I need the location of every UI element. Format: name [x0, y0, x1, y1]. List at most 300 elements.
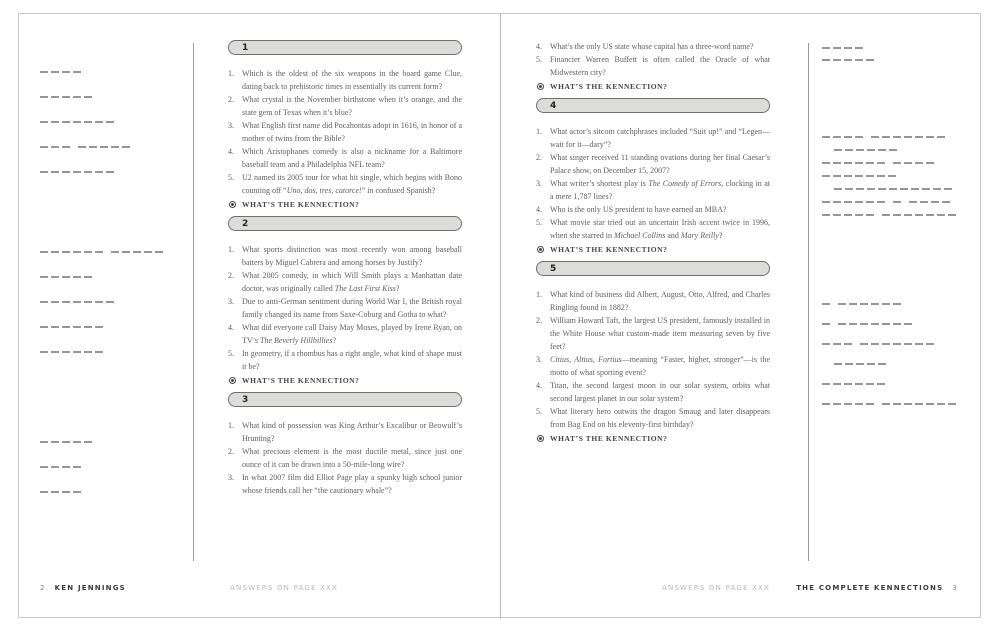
answer-blank-dash: [62, 301, 70, 303]
book-title: THE COMPLETE KENNECTIONS: [796, 584, 944, 592]
answer-blank-row: [822, 47, 874, 49]
answer-blank-dash: [856, 188, 864, 190]
answer-blank-row: [834, 188, 956, 190]
answer-blank-dash: [155, 251, 163, 253]
answer-blank-dash: [822, 162, 830, 164]
question-item: [228, 145, 462, 171]
question-text: What literary hero outwits the dragon Smaug and later disappears from Bag End on his eleventy-first birthday?: [550, 407, 770, 429]
answer-blank-dash: [822, 403, 830, 405]
answer-blank-dash: [904, 343, 912, 345]
answer-blank-dash: [882, 214, 890, 216]
answer-blank-word: [40, 326, 103, 328]
question-number: 4.: [536, 42, 542, 51]
answer-blank-dash: [51, 276, 59, 278]
answer-blank-dash: [871, 323, 879, 325]
answer-blank-dash: [40, 71, 48, 73]
answer-blank-word: [834, 188, 952, 190]
question-item: [228, 243, 462, 269]
answer-blank-word: [838, 303, 901, 305]
answer-blank-dash: [822, 343, 830, 345]
answer-blank-dash: [844, 214, 852, 216]
answer-blank-word: [860, 343, 934, 345]
answer-blank-dash: [73, 441, 81, 443]
question-text: What kind of possession was King Arthur’s Excalibur or Beowulf’s Hrunting?: [242, 421, 462, 443]
answer-blank-dash: [62, 276, 70, 278]
kennection-label: WHAT’S THE KENNECTION?: [242, 376, 360, 385]
answer-blank-dash: [62, 96, 70, 98]
question-number: 2.: [228, 95, 234, 104]
question-item: [228, 419, 462, 445]
answer-blank-word: [40, 301, 114, 303]
answer-blank-row: [40, 171, 130, 173]
question-text: Due to anti-German sentiment during World War I, the British royal family changed its name from Saxe-Coburg and Gotha to what?: [242, 297, 462, 319]
answer-blank-dash: [834, 149, 842, 151]
answer-blank-dash: [833, 383, 841, 385]
question-text: What actor’s sitcom catchphrases included “Suit up!” and “Legen—wait for it—dary”?: [550, 127, 770, 149]
answer-blank-dash: [893, 403, 901, 405]
answer-blank-dash: [62, 251, 70, 253]
question-list: [228, 67, 462, 197]
answer-blank-dash: [893, 303, 901, 305]
answer-blank-dash: [845, 188, 853, 190]
answer-blank-dash: [62, 171, 70, 173]
answer-blank-dash: [926, 136, 934, 138]
answer-blank-dash: [40, 121, 48, 123]
answer-blank-row: [822, 383, 956, 385]
kennection-icon-dot: [231, 203, 234, 206]
answer-blank-dash: [931, 201, 939, 203]
quiz-number: 2: [242, 218, 249, 229]
answer-blank-dash: [866, 383, 874, 385]
answer-blank-dash: [84, 326, 92, 328]
answer-blank-row: [40, 96, 130, 98]
answer-blank-word: [822, 175, 896, 177]
answer-blank-dash: [51, 251, 59, 253]
answer-blank-dash: [937, 214, 945, 216]
answer-blank-dash: [73, 171, 81, 173]
answer-blank-row: [40, 121, 130, 123]
answer-blank-dash: [937, 403, 945, 405]
question-text: Titan, the second largest moon in our solar system, orbits what second largest planet in our solar system?: [550, 381, 770, 403]
answer-blank-dash: [867, 188, 875, 190]
answer-blank-dash: [871, 136, 879, 138]
answer-blank-row: [822, 403, 956, 405]
answer-blank-dash: [95, 326, 103, 328]
answer-blank-dash: [856, 149, 864, 151]
answer-blank-word: [40, 491, 81, 493]
answer-blank-dash: [106, 171, 114, 173]
answer-blank-word: [893, 201, 901, 203]
answer-blank-dash: [822, 59, 830, 61]
answer-blank-word: [822, 303, 830, 305]
answer-blank-dash: [866, 201, 874, 203]
answer-blank-dash: [882, 136, 890, 138]
question-text: Which is the oldest of the six weapons in the board game Clue, dating back to prehistoric times in essentially its current form?: [242, 69, 462, 91]
answer-blank-dash: [844, 175, 852, 177]
answer-blank-dash: [926, 214, 934, 216]
question-number: 3.: [228, 297, 234, 306]
answer-blank-dash: [871, 343, 879, 345]
answer-blank-dash: [833, 59, 841, 61]
answer-blank-dash: [84, 351, 92, 353]
answer-blank-dash: [40, 96, 48, 98]
question-number: 4.: [228, 323, 234, 332]
question-text: What did everyone call Daisy May Moses, played by Irene Ryan, on TV’s The Beverly Hillbillies?: [242, 323, 462, 345]
answer-blank-dash: [73, 326, 81, 328]
quiz-number: 1: [242, 42, 249, 53]
answer-blank-row: [822, 343, 956, 345]
answer-blank-dash: [73, 491, 81, 493]
question-number: 5.: [536, 55, 542, 64]
question-number: 4.: [228, 147, 234, 156]
answer-blank-dash: [844, 403, 852, 405]
question-item: [536, 353, 770, 379]
answer-blank-word: [822, 201, 885, 203]
question-text: Which Aristophanes comedy is also a nickname for a Baltimore baseball team and a Philadelphia NFL team?: [242, 147, 462, 169]
answer-blank-dash: [40, 251, 48, 253]
question-item: [228, 347, 462, 373]
answer-blank-word: [882, 214, 956, 216]
answer-blank-dash: [855, 175, 863, 177]
answer-blank-word: [882, 403, 956, 405]
question-item: [228, 119, 462, 145]
question-item: [228, 67, 462, 93]
answer-blank-dash: [95, 251, 103, 253]
answer-blank-dash: [856, 363, 864, 365]
answer-blank-dash: [844, 383, 852, 385]
answer-blank-word: [822, 162, 885, 164]
answer-blank-row: [40, 351, 163, 353]
answer-blank-dash: [920, 201, 928, 203]
answer-blank-dash: [73, 351, 81, 353]
kennection-label: WHAT’S THE KENNECTION?: [550, 434, 668, 443]
answer-blank-dash: [73, 251, 81, 253]
kennection-prompt: [536, 245, 770, 254]
answer-blank-word: [78, 146, 130, 148]
answer-blank-dash: [95, 121, 103, 123]
quiz-4-header: [536, 98, 770, 113]
answer-blank-dash: [84, 121, 92, 123]
answer-blank-dash: [855, 136, 863, 138]
answer-blank-dash: [915, 136, 923, 138]
answer-blank-row: [40, 466, 92, 468]
question-item: [228, 295, 462, 321]
kennection-prompt: [228, 200, 462, 209]
answer-blank-row: [822, 303, 956, 305]
answer-blank-dash: [877, 383, 885, 385]
answer-blank-word: [822, 403, 874, 405]
answer-blank-dash: [51, 71, 59, 73]
answer-blank-dash: [73, 466, 81, 468]
question-number: 1.: [228, 245, 234, 254]
kennection-icon-dot: [539, 437, 542, 440]
answer-blank-dash: [73, 96, 81, 98]
answer-blank-dash: [889, 149, 897, 151]
answer-blank-dash: [877, 201, 885, 203]
quiz-2-header: [228, 216, 462, 231]
answer-blank-dash: [73, 121, 81, 123]
answer-blank-word: [909, 201, 950, 203]
page-number-left: 2: [40, 584, 46, 592]
question-item: [536, 379, 770, 405]
answer-blank-dash: [822, 47, 830, 49]
answer-blank-dash: [51, 96, 59, 98]
answer-blank-dash: [62, 441, 70, 443]
answer-blank-dash: [860, 303, 868, 305]
question-number: 4.: [536, 205, 542, 214]
answer-blank-dash: [926, 162, 934, 164]
answer-blank-dash: [833, 136, 841, 138]
answer-blank-dash: [926, 343, 934, 345]
answer-blank-dash: [904, 162, 912, 164]
answer-blank-dash: [95, 171, 103, 173]
answer-blank-dash: [942, 201, 950, 203]
question-number: 2.: [536, 316, 542, 325]
question-text: Citius, Altius, Fortius—meaning “Faster, higher, stronger”—is the motto of what sporting event?: [550, 355, 771, 377]
answer-blank-dash: [89, 146, 97, 148]
answer-blank-dash: [84, 276, 92, 278]
answer-blank-row: [40, 276, 163, 278]
answer-blank-dash: [915, 343, 923, 345]
answer-blank-dash: [62, 466, 70, 468]
answer-blank-dash: [845, 149, 853, 151]
answer-blanks-quiz-3-left: [40, 441, 92, 516]
answer-blank-dash: [100, 146, 108, 148]
answer-blank-dash: [51, 441, 59, 443]
question-text: What kind of business did Albert, August, Otto, Alfred, and Charles Ringling found in 1882?: [550, 290, 770, 312]
answer-blank-dash: [877, 162, 885, 164]
answer-blank-dash: [84, 171, 92, 173]
question-list: [536, 288, 770, 431]
answer-blank-dash: [822, 136, 830, 138]
question-item: [228, 171, 462, 197]
kennection-icon: [537, 435, 544, 442]
answer-blank-dash: [849, 303, 857, 305]
answer-blank-dash: [844, 343, 852, 345]
question-number: 1.: [228, 69, 234, 78]
answer-blank-dash: [878, 149, 886, 151]
question-text: What crystal is the November birthstone when it’s orange, and the state gem of Texas when it’s blue?: [242, 95, 462, 117]
answer-blank-dash: [73, 71, 81, 73]
kennection-prompt: [228, 376, 462, 385]
answer-blank-dash: [62, 326, 70, 328]
answer-blank-dash: [844, 136, 852, 138]
answer-blank-dash: [915, 403, 923, 405]
answer-blank-dash: [948, 403, 956, 405]
kennection-label: WHAT’S THE KENNECTION?: [550, 82, 668, 91]
answer-blank-row: [40, 146, 130, 148]
answer-blank-dash: [111, 251, 119, 253]
answer-blank-dash: [106, 301, 114, 303]
question-item: [536, 314, 770, 353]
answer-blanks-quiz-4: [822, 136, 956, 227]
answer-blank-dash: [84, 96, 92, 98]
left-margin-rule: [193, 43, 194, 561]
question-item: [228, 269, 462, 295]
answer-blank-dash: [867, 149, 875, 151]
answer-blank-dash: [122, 251, 130, 253]
kennection-icon-dot: [539, 248, 542, 251]
quiz-1-header: [228, 40, 462, 55]
answer-blank-dash: [40, 466, 48, 468]
answer-blank-dash: [833, 403, 841, 405]
answer-blank-dash: [62, 491, 70, 493]
answer-blank-dash: [834, 363, 842, 365]
answer-blank-dash: [40, 491, 48, 493]
answer-blank-dash: [889, 188, 897, 190]
answer-blank-dash: [867, 363, 875, 365]
kennection-prompt: [536, 82, 770, 91]
question-text: What movie star tried out an uncertain Irish accent twice in 1996, when she starred in Michael Collins and Mary Reilly?: [550, 218, 770, 240]
answer-blank-dash: [51, 171, 59, 173]
answer-blank-dash: [78, 146, 86, 148]
answer-blank-dash: [878, 188, 886, 190]
question-number: 5.: [536, 218, 542, 227]
page-number-right: 3: [952, 584, 958, 592]
answer-blank-word: [822, 47, 863, 49]
answer-blank-word: [822, 383, 885, 385]
kennection-prompt: [536, 434, 770, 443]
answer-blank-dash: [904, 403, 912, 405]
answer-blank-dash: [849, 323, 857, 325]
answer-blank-row: [834, 149, 956, 151]
answer-blank-dash: [133, 251, 141, 253]
answer-blank-dash: [833, 47, 841, 49]
answer-blank-word: [40, 276, 92, 278]
question-number: 2.: [228, 271, 234, 280]
answer-blank-dash: [926, 403, 934, 405]
answer-blank-dash: [904, 323, 912, 325]
answer-blank-dash: [871, 303, 879, 305]
answer-blank-dash: [866, 59, 874, 61]
answer-blank-dash: [40, 441, 48, 443]
answer-blank-word: [822, 214, 874, 216]
answer-blank-row: [822, 323, 956, 325]
answer-blank-word: [871, 136, 945, 138]
question-number: 3.: [228, 473, 234, 482]
question-number: 1.: [228, 421, 234, 430]
answer-blank-dash: [51, 466, 59, 468]
question-text: What singer received 11 standing ovations during her final Caesar’s Palace show, on December 15, 2007?: [550, 153, 770, 175]
answer-blank-dash: [909, 201, 917, 203]
answer-blank-word: [822, 343, 852, 345]
answer-blank-dash: [834, 188, 842, 190]
answer-blank-dash: [866, 175, 874, 177]
answer-blank-word: [40, 171, 114, 173]
answer-blank-dash: [833, 201, 841, 203]
answer-blank-dash: [893, 136, 901, 138]
answer-blank-dash: [855, 403, 863, 405]
answer-blank-dash: [833, 343, 841, 345]
answer-blank-dash: [84, 301, 92, 303]
answer-blank-row: [822, 201, 956, 203]
answer-blank-dash: [144, 251, 152, 253]
question-text: What 2005 comedy, in which Will Smith plays a Manhattan date doctor, was originally called The Last First Kiss?: [242, 271, 462, 293]
answer-blank-word: [40, 146, 70, 148]
answer-blank-dash: [888, 175, 896, 177]
question-item: [536, 151, 770, 177]
answer-blank-dash: [51, 491, 59, 493]
question-text: In what 2007 film did Elliot Page play a spunky high school junior whose friends call her “the cautionary whale”?: [242, 473, 462, 495]
answer-blank-row: [822, 175, 956, 177]
quiz-number: 4: [550, 100, 557, 111]
answer-blank-dash: [922, 188, 930, 190]
answer-blanks-quiz-5: [822, 303, 956, 423]
answer-blank-dash: [95, 301, 103, 303]
question-number: 5.: [536, 407, 542, 416]
answer-blank-word: [893, 162, 934, 164]
left-page-content: [228, 40, 462, 497]
question-text: Who is the only US president to have earned an MBA?: [550, 205, 727, 214]
question-item: [228, 445, 462, 471]
question-text: What precious element is the most ductile metal, since just one ounce of it can be drawn into a 50-mile-long wire?: [242, 447, 462, 469]
answer-blank-dash: [838, 323, 846, 325]
kennection-icon: [537, 83, 544, 90]
answer-blank-dash: [51, 326, 59, 328]
answer-blank-dash: [855, 59, 863, 61]
question-number: 4.: [536, 381, 542, 390]
right-page-content: [536, 40, 770, 443]
answer-blank-dash: [106, 121, 114, 123]
page-gutter: [500, 13, 501, 618]
answer-blank-dash: [40, 146, 48, 148]
answer-blank-row: [822, 136, 956, 138]
kennection-label: WHAT’S THE KENNECTION?: [242, 200, 360, 209]
answer-blank-word: [111, 251, 163, 253]
right-page-footer: [796, 584, 958, 592]
answer-blank-dash: [877, 175, 885, 177]
question-number: 3.: [536, 355, 542, 364]
answer-blank-dash: [833, 162, 841, 164]
answer-blank-dash: [878, 363, 886, 365]
answer-blank-dash: [915, 162, 923, 164]
question-text: In geometry, if a rhombus has a right angle, what kind of shape must it be?: [242, 349, 462, 371]
answer-blank-dash: [882, 403, 890, 405]
answer-blank-dash: [62, 121, 70, 123]
answer-blank-dash: [844, 47, 852, 49]
answer-blank-dash: [822, 303, 830, 305]
kennection-icon-dot: [539, 85, 542, 88]
left-page-footer: [40, 584, 126, 592]
question-number: 1.: [536, 127, 542, 136]
answer-blank-row: [822, 162, 956, 164]
answer-blank-dash: [40, 351, 48, 353]
question-list: [228, 243, 462, 373]
answer-blank-dash: [845, 363, 853, 365]
answer-blank-dash: [73, 301, 81, 303]
answer-blank-dash: [855, 47, 863, 49]
question-number: 2.: [536, 153, 542, 162]
question-text: What sports distinction was most recently won among baseball batters by Miguel Cabrera and among horses by Justify?: [242, 245, 462, 267]
answer-blank-row: [40, 71, 130, 73]
question-item: [536, 40, 770, 53]
answer-blank-dash: [844, 201, 852, 203]
question-text: What writer’s shortest play is The Comedy of Errors, clocking in at a mere 1,787 lines?: [550, 179, 771, 201]
answer-blank-dash: [51, 301, 59, 303]
answer-blank-dash: [855, 201, 863, 203]
answer-blank-dash: [822, 214, 830, 216]
quiz-number: 3: [242, 394, 249, 405]
answer-blank-row: [40, 301, 163, 303]
answers-note-right: ANSWERS ON PAGE XXX: [661, 584, 770, 592]
question-item: [536, 288, 770, 314]
answer-blank-dash: [860, 323, 868, 325]
answer-blank-dash: [948, 214, 956, 216]
answer-blank-dash: [62, 71, 70, 73]
answer-blanks-quiz-2: [40, 251, 163, 376]
question-list: [228, 419, 462, 497]
answer-blank-row: [40, 491, 92, 493]
